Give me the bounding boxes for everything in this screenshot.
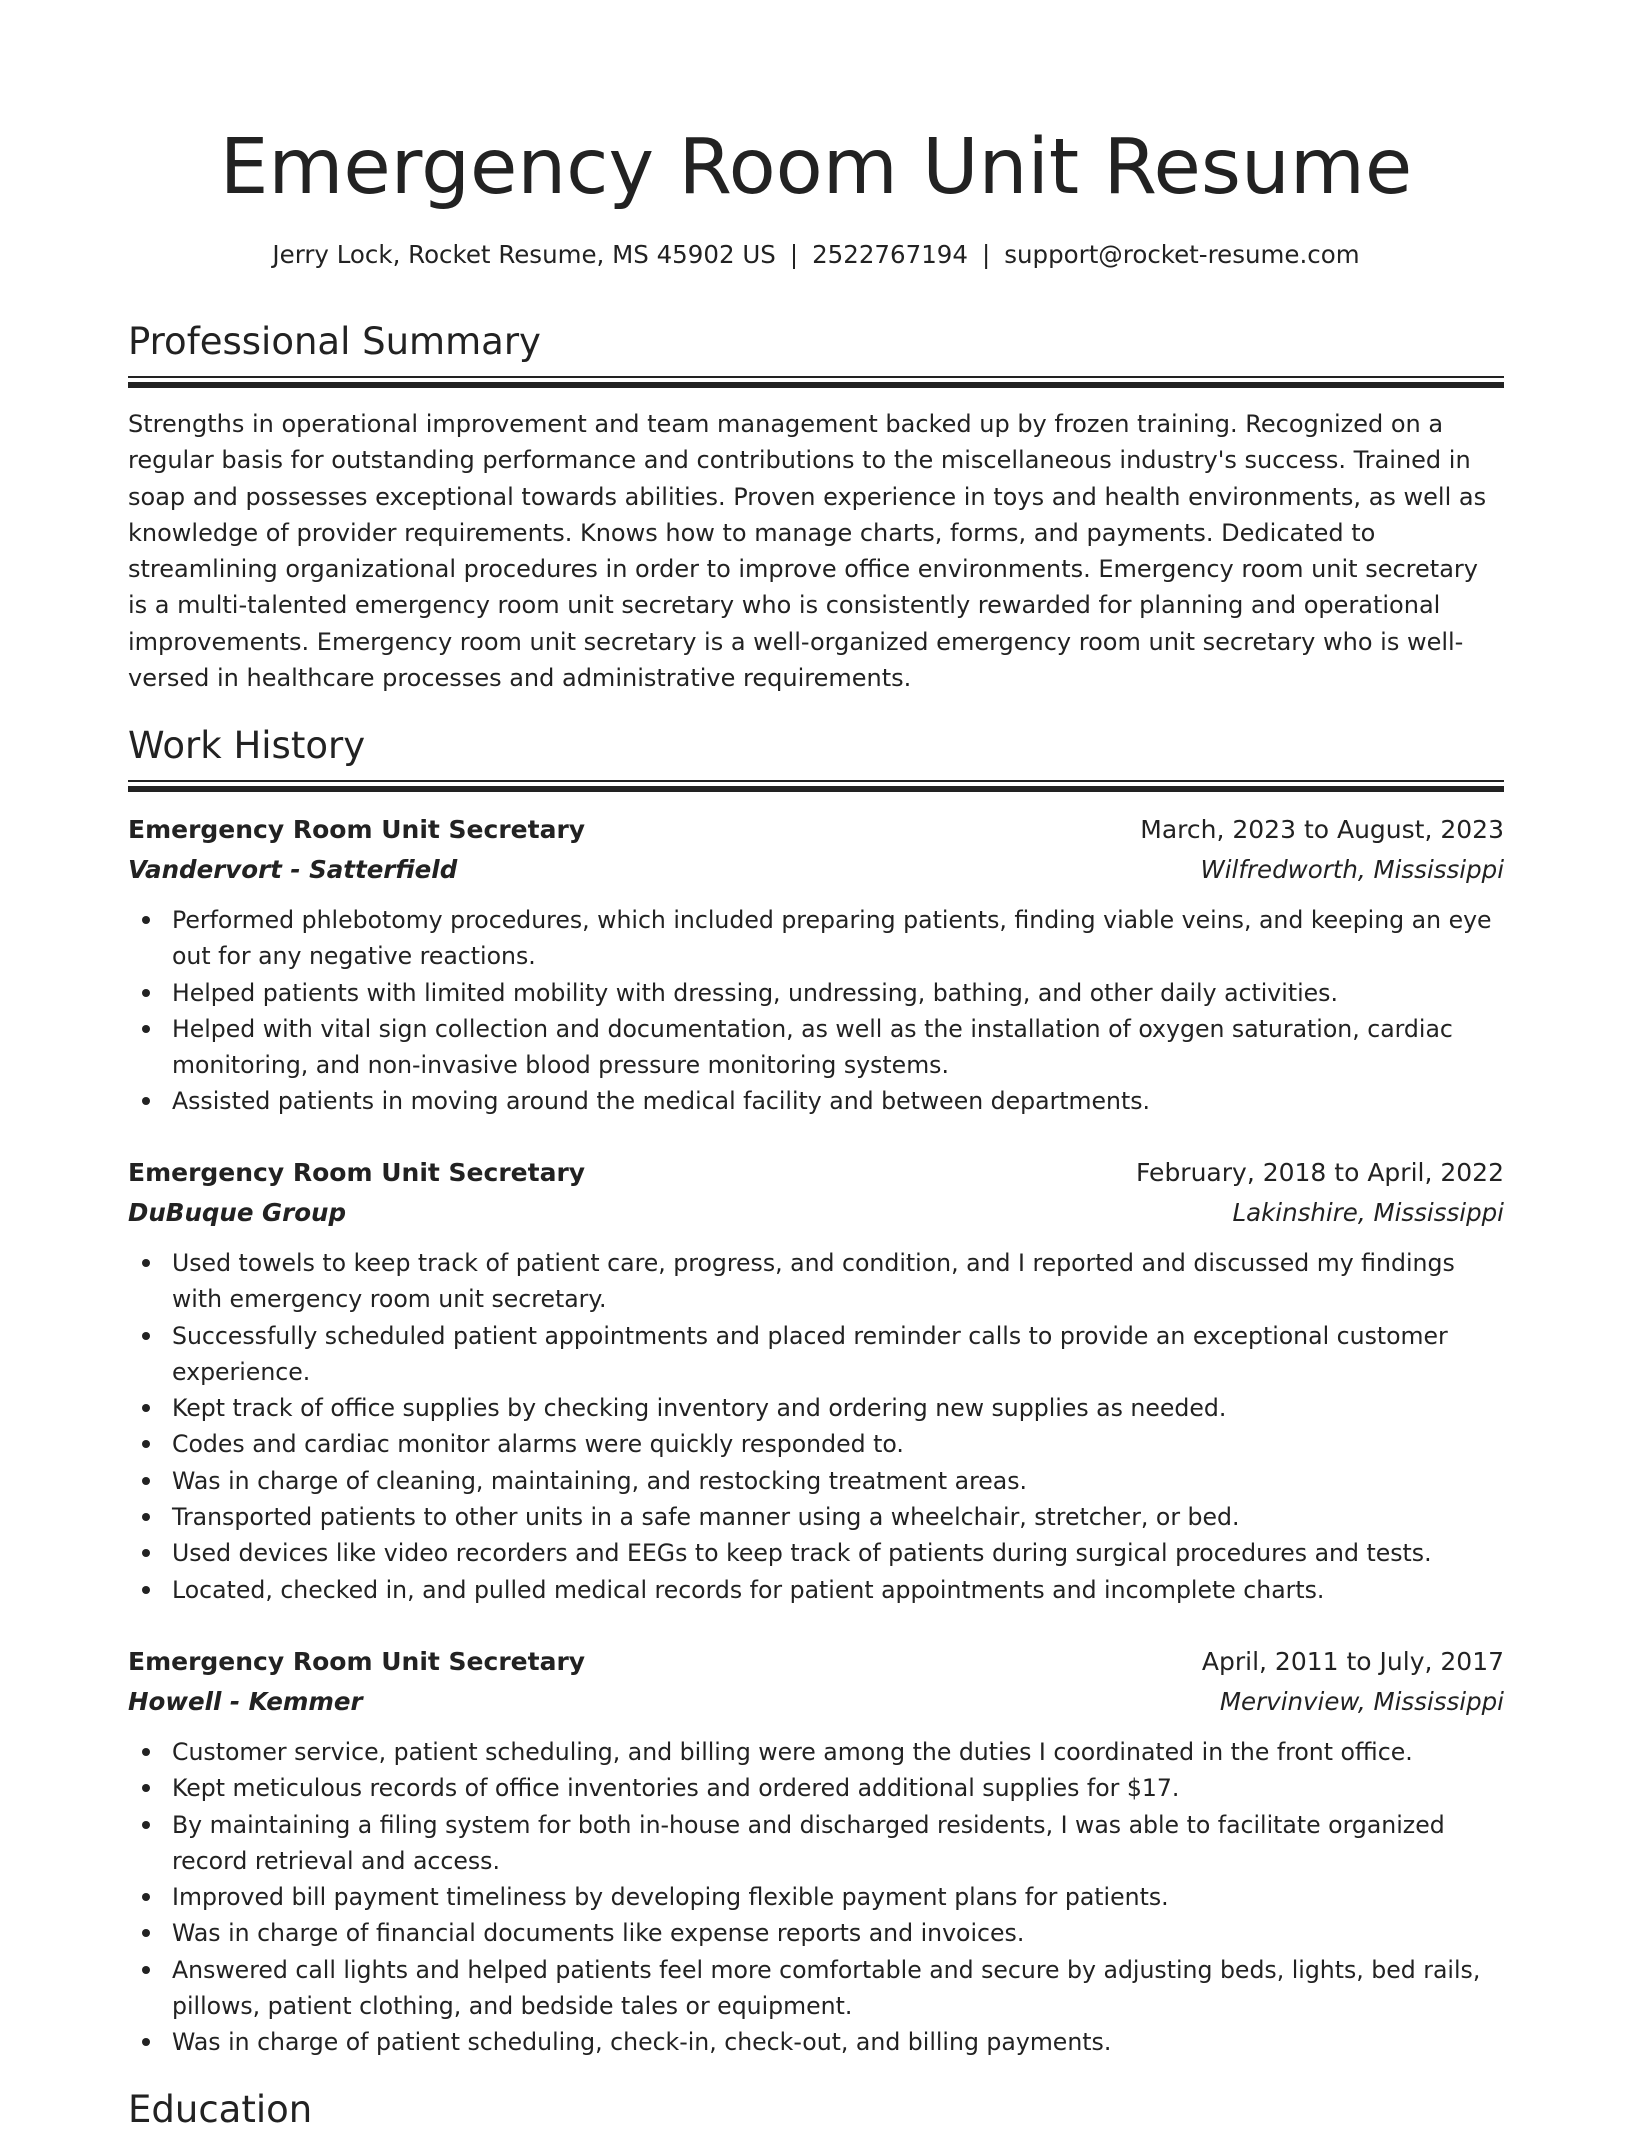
job-entry xyxy=(128,810,1504,1120)
bullet-icon xyxy=(142,1025,150,1033)
job-bullet: Improved bill payment timeliness by developing flexible payment plans for patients. xyxy=(128,1879,1504,1915)
job-bullet: Was in charge of cleaning, maintaining, and restocking treatment areas. xyxy=(128,1463,1504,1499)
job-bullet: Answered call lights and helped patients feel more comfortable and secure by adjusting beds, lights, bed rails, pillows, patient clothing, and bedside tales or equipment. xyxy=(128,1952,1504,2025)
bullet-icon xyxy=(142,1332,150,1340)
section-divider xyxy=(128,780,1504,792)
contact-separator: | xyxy=(981,240,991,269)
bullet-icon xyxy=(142,1259,150,1267)
bullet-icon xyxy=(142,2038,150,2046)
section-heading-education: Education xyxy=(128,2088,313,2131)
bullet-icon xyxy=(142,1097,150,1105)
job-bullet-list xyxy=(128,902,1504,1120)
job-location: Mervinview, Mississippi xyxy=(1219,1687,1504,1716)
job-bullet: Was in charge of patient scheduling, check-in, check-out, and billing payments. xyxy=(128,2024,1504,2060)
bullet-icon xyxy=(142,989,150,997)
contact-email[interactable]: support@rocket-resume.com xyxy=(1004,240,1360,269)
job-bullet: Performed phlebotomy procedures, which included preparing patients, finding viable veins, and keeping an eye out for any negative reactions. xyxy=(128,902,1504,975)
section-heading-work-history: Work History xyxy=(128,724,366,767)
job-title: Emergency Room Unit Secretary xyxy=(128,815,586,844)
job-bullet: Assisted patients in moving around the medical facility and between departments. xyxy=(128,1083,1504,1119)
page-title: Emergency Room Unit Resume xyxy=(219,123,1413,212)
job-title: Emergency Room Unit Secretary xyxy=(128,1647,586,1676)
job-bullet: Codes and cardiac monitor alarms were quickly responded to. xyxy=(128,1426,1504,1462)
bullet-icon xyxy=(142,1477,150,1485)
job-entry xyxy=(128,1153,1504,1608)
job-bullet: Kept meticulous records of office inventories and ordered additional supplies for $17. xyxy=(128,1770,1504,1806)
bullet-icon xyxy=(142,1549,150,1557)
job-bullet-list xyxy=(128,1734,1504,2061)
job-bullet: Helped with vital sign collection and documentation, as well as the installation of oxygen saturation, cardiac monitoring, and non-invasive blood pressure monitoring systems. xyxy=(128,1011,1504,1084)
job-bullet: Used towels to keep track of patient care, progress, and condition, and I reported and discussed my findings with emergency room unit secretary. xyxy=(128,1245,1504,1318)
job-bullet: Customer service, patient scheduling, and billing were among the duties I coordinated in the front office. xyxy=(128,1734,1504,1770)
job-bullet: Was in charge of financial documents like expense reports and invoices. xyxy=(128,1915,1504,1951)
contact-line xyxy=(128,236,1504,274)
job-company: Vandervort - Satterfield xyxy=(128,855,458,884)
section-heading-professional-summary: Professional Summary xyxy=(128,320,541,363)
bullet-icon xyxy=(142,1513,150,1521)
job-dates: February, 2018 to April, 2022 xyxy=(1136,1158,1504,1187)
bullet-icon xyxy=(142,1929,150,1937)
contact-separator: | xyxy=(789,240,799,269)
job-bullet: Helped patients with limited mobility with dressing, undressing, bathing, and other daily activities. xyxy=(128,975,1504,1011)
job-bullet: Kept track of office supplies by checking inventory and ordering new supplies as needed. xyxy=(128,1390,1504,1426)
job-bullet: Transported patients to other units in a safe manner using a wheelchair, stretcher, or bed. xyxy=(128,1499,1504,1535)
bullet-icon xyxy=(142,1748,150,1756)
section-divider xyxy=(128,376,1504,388)
bullet-icon xyxy=(142,1404,150,1412)
bullet-icon xyxy=(142,1966,150,1974)
bullet-icon xyxy=(142,1821,150,1829)
contact-address: Jerry Lock, Rocket Resume, MS 45902 US xyxy=(272,240,776,269)
bullet-icon xyxy=(142,916,150,924)
bullet-icon xyxy=(142,1440,150,1448)
job-location: Wilfredworth, Mississippi xyxy=(1200,855,1504,884)
bullet-icon xyxy=(142,1586,150,1594)
job-bullet: Successfully scheduled patient appointments and placed reminder calls to provide an exceptional customer experience. xyxy=(128,1318,1504,1391)
job-bullet: Located, checked in, and pulled medical records for patient appointments and incomplete charts. xyxy=(128,1572,1504,1608)
bullet-icon xyxy=(142,1893,150,1901)
job-title: Emergency Room Unit Secretary xyxy=(128,1158,586,1187)
contact-phone: 2522767194 xyxy=(812,240,968,269)
summary-text: Strengths in operational improvement and team management backed up by frozen training. Recognized on a regular basis for outstanding performance and contributions to the miscellaneous industry's success. Trained in soap and possesses exceptional towards abilities. Proven experience in toys and health environments, as well as knowledge of provider requirements. Knows how to manage charts, forms, and payments. Dedicated to streamlining organizational procedures in order to improve office environments. Emergency room unit secretary is a multi-talented emergency room unit secretary who is consistently rewarded for planning and operational improvements. Emergency room unit secretary is a well-organized emergency room unit secretary who is well-versed in healthcare processes and administrative requirements. xyxy=(128,410,1487,693)
job-bullet: By maintaining a filing system for both in-house and discharged residents, I was able to facilitate organized record retrieval and access. xyxy=(128,1807,1504,1880)
job-dates: April, 2011 to July, 2017 xyxy=(1201,1647,1504,1676)
job-dates: March, 2023 to August, 2023 xyxy=(1140,815,1504,844)
job-bullet-list xyxy=(128,1245,1504,1608)
job-location: Lakinshire, Mississippi xyxy=(1232,1198,1504,1227)
job-entry xyxy=(128,1642,1504,2061)
job-bullet: Used devices like video recorders and EEGs to keep track of patients during surgical procedures and tests. xyxy=(128,1535,1504,1571)
bullet-icon xyxy=(142,1784,150,1792)
job-company: DuBuque Group xyxy=(128,1198,347,1227)
job-company: Howell - Kemmer xyxy=(128,1687,363,1716)
